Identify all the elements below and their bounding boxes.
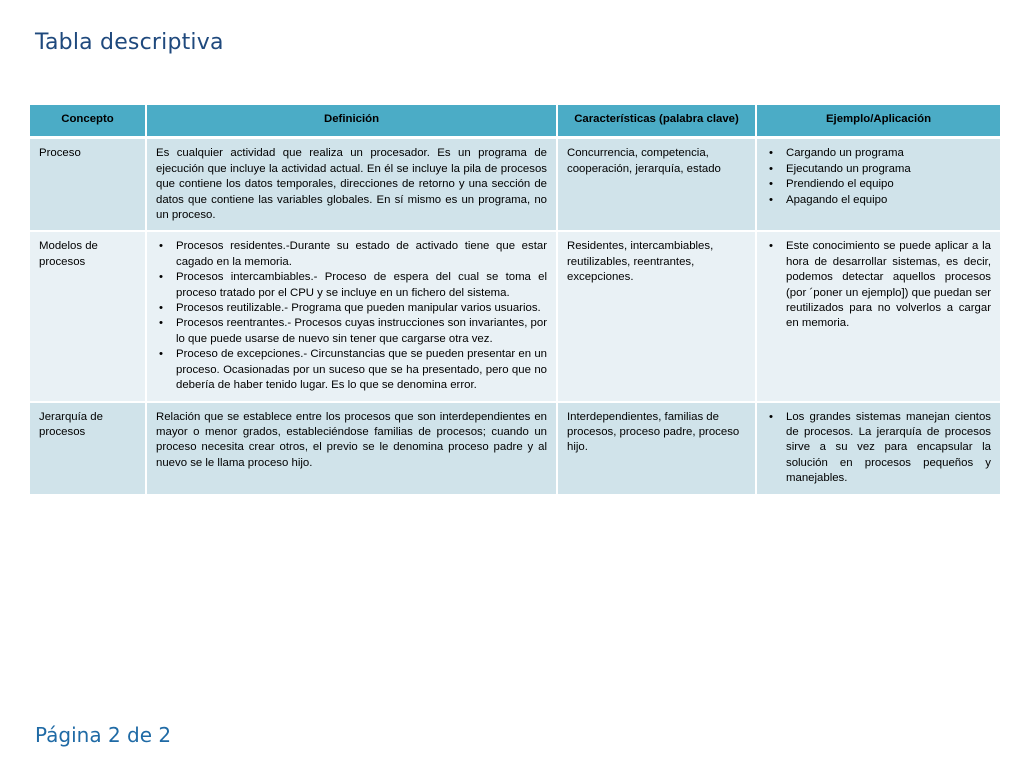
page-number: Página 2 de 2	[35, 723, 172, 747]
list-item: • Los grandes sistemas manejan cientos de procesos. La jerarquía de procesos sirve a su vez para encapsular la solución en procesos pequeños y manejables.	[766, 410, 991, 487]
list-item: • Prendiendo el equipo	[766, 177, 991, 192]
header-definicion: Definición	[146, 104, 557, 138]
descriptive-table	[28, 103, 1002, 496]
header-ejemplo: Ejemplo/Aplicación	[756, 104, 1001, 138]
table-header-row	[29, 104, 1001, 138]
cell-definition	[146, 231, 557, 401]
page-title: Tabla descriptiva	[35, 30, 224, 55]
list-item: • Cargando un programa	[766, 146, 991, 161]
list-item: • Procesos reentrantes.- Procesos cuyas instrucciones son invariantes, por lo que puede usarse de nuevo sin tener que cargarse otra vez.	[156, 316, 547, 347]
cell-examples	[756, 231, 1001, 401]
table-row	[29, 231, 1001, 401]
list-item: • Procesos residentes.-Durante su estado de activado tiene que estar cagado en la memoria.	[156, 239, 547, 270]
cell-examples	[756, 402, 1001, 495]
list-item: • Procesos intercambiables.- Proceso de espera del cual se toma el proceso tratado por el CPU y se incluye en un fichero del sistema.	[156, 270, 547, 301]
cell-concept: Jerarquía de procesos	[29, 402, 146, 495]
cell-characteristics: Residentes, intercambiables, reutilizables, reentrantes, excepciones.	[557, 231, 756, 401]
table-row	[29, 138, 1001, 232]
list-item: • Procesos reutilizable.- Programa que pueden manipular varios usuarios.	[156, 301, 547, 316]
header-concepto: Concepto	[29, 104, 146, 138]
header-caracteristicas: Características (palabra clave)	[557, 104, 756, 138]
list-item: • Ejecutando un programa	[766, 162, 991, 177]
list-item: • Apagando el equipo	[766, 193, 991, 208]
cell-concept: Proceso	[29, 138, 146, 232]
cell-definition: Es cualquier actividad que realiza un procesador. Es un programa de ejecución que incluye la actividad actual. En él se incluye la pila de procesos que contiene los datos temporales, direcciones de retorno y una sección de datos que contiene las variables globales. En sí mismo es un programa, no un proceso.	[146, 138, 557, 232]
list-item: • Este conocimiento se puede aplicar a la hora de desarrollar sistemas, es decir, podemos detectar aquellos procesos (por ´poner un ejemplo]) que puedan ser reutilizados para no volverlos a cargar en memoria.	[766, 239, 991, 331]
list-item: • Proceso de excepciones.- Circunstancias que se pueden presentar en un proceso. Ocasionadas por un suceso que se ha presentado, pero que no debería de haber tenido lugar. Es lo que se denomina error.	[156, 347, 547, 393]
cell-examples	[756, 138, 1001, 232]
table-row	[29, 402, 1001, 495]
cell-definition: Relación que se establece entre los procesos que son interdependientes en mayor o menor grados, estableciéndose familias de procesos; cuando un proceso necesita crear otros, el previo se le denomina proceso padre y al nuevo se le llama proceso hijo.	[146, 402, 557, 495]
cell-concept: Modelos de procesos	[29, 231, 146, 401]
cell-characteristics: Concurrencia, competencia, cooperación, jerarquía, estado	[557, 138, 756, 232]
cell-characteristics: Interdependientes, familias de procesos, proceso padre, proceso hijo.	[557, 402, 756, 495]
